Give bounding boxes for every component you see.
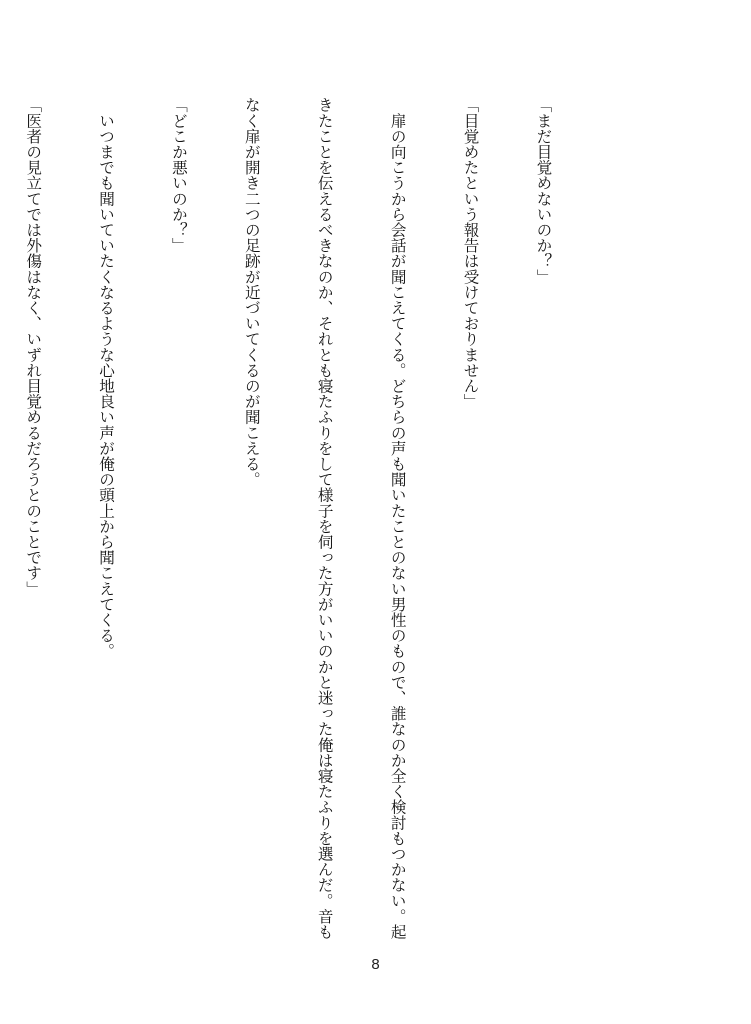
text-line: 「まだ目覚めないのか？」: [534, 97, 553, 285]
text-line: なく扉が開き二つの足跡が近づいてくるのが聞こえる。: [242, 97, 261, 487]
page-number: 8: [371, 956, 380, 973]
text-line: 「目覚めたという報告は受けておりません」: [461, 97, 480, 409]
text-line: 「どこか悪いのか？」: [169, 97, 188, 253]
text-line: 扉の向こうから会話が聞こえてくる。どちらの声も聞いたことのない男性のもので、誰なのか全く検討もつかない。起: [388, 97, 407, 940]
text-line: いつまでも聞いていたくなるような心地良い声が俺の頭上から聞こえてくる。: [97, 97, 116, 659]
vertical-text-block: [24, 97, 604, 940]
text-line: きたことを伝えるべきなのか、それとも寝たふりをして様子を伺った方がいいのかと迷った俺は寝たふりを選んだ。音も: [315, 97, 334, 940]
text-line: 「医者の見立てでは外傷はなく、いずれ目覚めるだろうとのことです」: [24, 97, 43, 597]
